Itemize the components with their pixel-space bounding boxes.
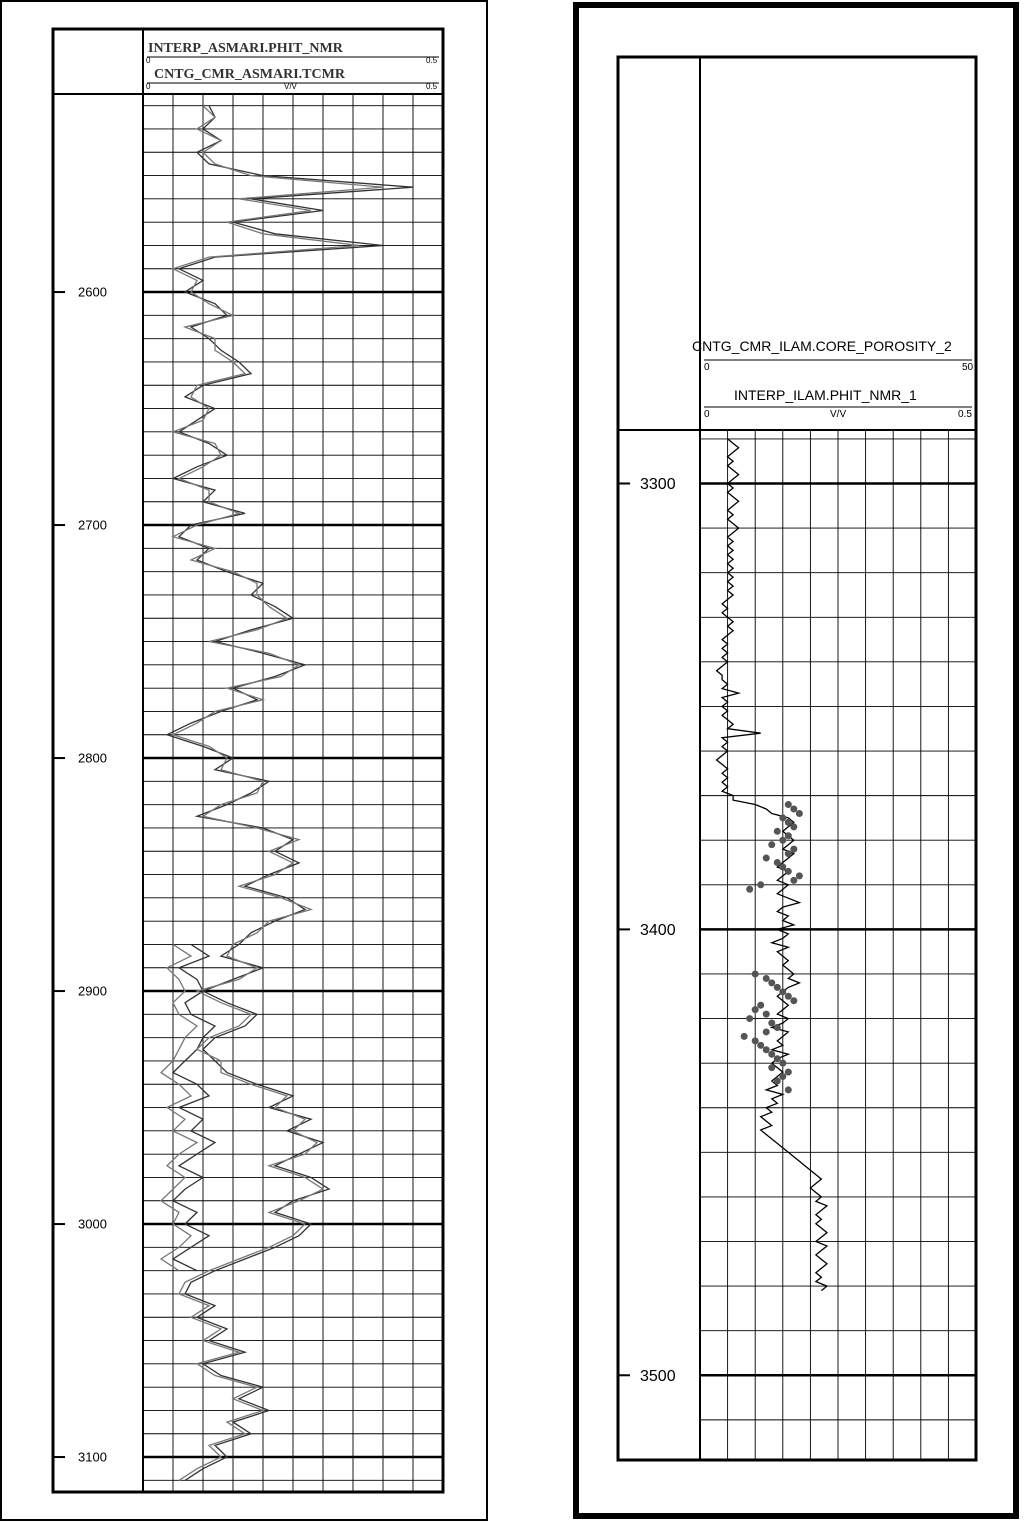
depth-label-asmari: 2900 — [78, 983, 107, 999]
core-porosity-point — [790, 846, 797, 853]
core-porosity-point — [768, 1064, 775, 1071]
asmari-track — [53, 29, 443, 1492]
core-porosity-point — [774, 859, 781, 866]
series-line-asmari-1 — [173, 106, 383, 1481]
core-porosity-point — [774, 1055, 781, 1062]
curve-name-tcmr-asmari: CNTG_CMR_ASMARI.TCMR — [154, 67, 345, 82]
core-porosity-point — [779, 1060, 786, 1067]
core-porosity-point — [785, 1069, 792, 1076]
scale-max-1-asmari: 0.5 — [426, 56, 438, 65]
scale-unit-asmari: V/V — [284, 82, 297, 91]
core-porosity-point — [774, 984, 781, 991]
core-porosity-point — [741, 1033, 748, 1040]
core-porosity-point — [779, 988, 786, 995]
core-porosity-point — [785, 832, 792, 839]
depth-label-asmari: 3000 — [78, 1216, 107, 1232]
core-porosity-point — [779, 814, 786, 821]
ilam-track — [618, 57, 976, 1460]
core-porosity-point — [785, 868, 792, 875]
core-porosity-point — [763, 1046, 770, 1053]
core-porosity-point — [779, 837, 786, 844]
core-porosity-point — [796, 810, 803, 817]
core-porosity-point — [757, 1002, 764, 1009]
scale-min-2-asmari: 0 — [146, 82, 151, 91]
scale-unit-ilam: V/V — [830, 409, 847, 420]
core-porosity-point — [768, 841, 775, 848]
core-porosity-point — [763, 975, 770, 982]
core-porosity-point — [785, 819, 792, 826]
track-frame-ilam — [618, 57, 976, 1460]
core-porosity-point — [768, 979, 775, 986]
core-porosity-point — [774, 1024, 781, 1031]
core-porosity-point — [790, 997, 797, 1004]
core-porosity-point — [796, 872, 803, 879]
core-porosity-point — [763, 1011, 770, 1018]
core-porosity-point — [785, 1086, 792, 1093]
scale-min-1-asmari: 0 — [146, 56, 151, 65]
scale-max-2-asmari: 0.5 — [426, 82, 438, 91]
core-porosity-point — [790, 806, 797, 813]
core-porosity-point — [752, 970, 759, 977]
track-frame-asmari — [53, 29, 443, 1492]
core-porosity-point — [790, 877, 797, 884]
core-porosity-point — [790, 823, 797, 830]
core-porosity-point — [752, 1037, 759, 1044]
core-porosity-point — [768, 1020, 775, 1027]
depth-label-asmari: 2800 — [78, 750, 107, 766]
curve-name-phit-ilam: INTERP_ILAM.PHIT_NMR_1 — [734, 387, 917, 403]
curve-name-core-porosity: CNTG_CMR_ILAM.CORE_POROSITY_2 — [692, 338, 952, 354]
curve-name-phit-asmari: INTERP_ASMARI.PHIT_NMR — [148, 41, 343, 56]
depth-label-ilam: 3400 — [640, 921, 676, 939]
core-porosity-point — [785, 993, 792, 1000]
core-porosity-point — [779, 1073, 786, 1080]
depth-label-asmari: 2600 — [78, 284, 107, 300]
depth-label-ilam: 3300 — [640, 476, 676, 494]
core-porosity-point — [779, 863, 786, 870]
depth-label-asmari: 3100 — [78, 1449, 107, 1465]
core-porosity-point — [752, 1006, 759, 1013]
core-porosity-point — [768, 1051, 775, 1058]
core-porosity-point — [746, 886, 753, 893]
core-porosity-point — [763, 1028, 770, 1035]
core-porosity-point — [785, 801, 792, 808]
core-porosity-point — [757, 881, 764, 888]
core-scale-min: 0 — [704, 362, 710, 373]
series-line-asmari-0 — [167, 106, 413, 1481]
core-porosity-point — [774, 1077, 781, 1084]
depth-label-ilam: 3500 — [640, 1367, 676, 1385]
core-scale-max: 50 — [962, 362, 974, 373]
core-porosity-point — [746, 1015, 753, 1022]
scale-min-ilam: 0 — [704, 409, 710, 420]
core-porosity-point — [763, 855, 770, 862]
core-porosity-point — [774, 828, 781, 835]
core-porosity-point — [785, 850, 792, 857]
depth-label-asmari: 2700 — [78, 517, 107, 533]
scale-max-ilam: 0.5 — [958, 409, 972, 420]
core-porosity-point — [757, 1042, 764, 1049]
